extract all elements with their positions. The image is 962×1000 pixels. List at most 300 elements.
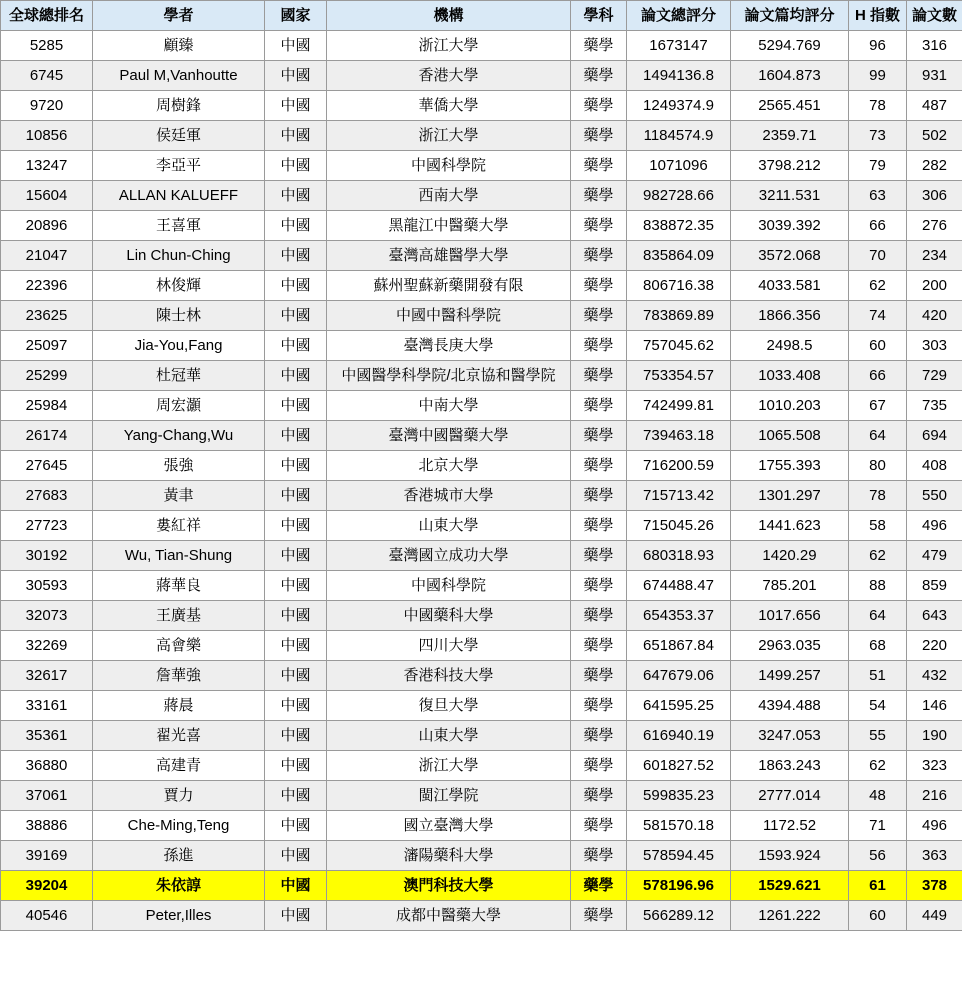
cell-avg_score: 1261.222 (731, 901, 849, 931)
cell-h_index: 88 (849, 571, 907, 601)
cell-institution: 香港科技大學 (327, 661, 571, 691)
table-body (1, 31, 962, 931)
cell-h_index: 70 (849, 241, 907, 271)
cell-rank: 20896 (1, 211, 93, 241)
cell-papers: 432 (907, 661, 962, 691)
cell-total_score: 742499.81 (627, 391, 731, 421)
cell-h_index: 80 (849, 451, 907, 481)
column-header-institution: 機構 (327, 1, 571, 31)
cell-scholar: 蔣晨 (93, 691, 265, 721)
cell-avg_score: 2777.014 (731, 781, 849, 811)
cell-country: 中國 (265, 391, 327, 421)
cell-total_score: 1249374.9 (627, 91, 731, 121)
cell-country: 中國 (265, 211, 327, 241)
cell-field: 藥學 (571, 151, 627, 181)
table-row (1, 841, 962, 871)
cell-h_index: 62 (849, 271, 907, 301)
cell-rank: 26174 (1, 421, 93, 451)
cell-rank: 32617 (1, 661, 93, 691)
table-row (1, 181, 962, 211)
column-header-avg-score: 論文篇均評分 (731, 1, 849, 31)
cell-institution: 中國藥科大學 (327, 601, 571, 631)
cell-papers: 306 (907, 181, 962, 211)
cell-field: 藥學 (571, 31, 627, 61)
cell-scholar: Wu, Tian-Shung (93, 541, 265, 571)
cell-scholar: 高會樂 (93, 631, 265, 661)
cell-papers: 282 (907, 151, 962, 181)
cell-institution: 蘇州聖蘇新藥開發有限 (327, 271, 571, 301)
cell-papers: 276 (907, 211, 962, 241)
cell-country: 中國 (265, 331, 327, 361)
table-row (1, 211, 962, 241)
table-row (1, 151, 962, 181)
cell-avg_score: 1755.393 (731, 451, 849, 481)
cell-rank: 40546 (1, 901, 93, 931)
cell-field: 藥學 (571, 61, 627, 91)
cell-institution: 山東大學 (327, 721, 571, 751)
cell-avg_score: 1529.621 (731, 871, 849, 901)
cell-scholar: 侯廷軍 (93, 121, 265, 151)
cell-field: 藥學 (571, 91, 627, 121)
cell-country: 中國 (265, 541, 327, 571)
column-header-country: 國家 (265, 1, 327, 31)
cell-avg_score: 2565.451 (731, 91, 849, 121)
cell-rank: 5285 (1, 31, 93, 61)
cell-papers: 190 (907, 721, 962, 751)
table-row (1, 511, 962, 541)
cell-country: 中國 (265, 601, 327, 631)
cell-country: 中國 (265, 811, 327, 841)
cell-h_index: 51 (849, 661, 907, 691)
cell-scholar: 翟光喜 (93, 721, 265, 751)
cell-h_index: 66 (849, 211, 907, 241)
cell-field: 藥學 (571, 181, 627, 211)
table-row (1, 331, 962, 361)
table-row (1, 541, 962, 571)
cell-h_index: 60 (849, 901, 907, 931)
cell-papers: 449 (907, 901, 962, 931)
cell-total_score: 716200.59 (627, 451, 731, 481)
cell-total_score: 715713.42 (627, 481, 731, 511)
cell-rank: 27723 (1, 511, 93, 541)
cell-field: 藥學 (571, 301, 627, 331)
cell-h_index: 73 (849, 121, 907, 151)
table-row (1, 901, 962, 931)
cell-country: 中國 (265, 451, 327, 481)
cell-field: 藥學 (571, 481, 627, 511)
cell-total_score: 838872.35 (627, 211, 731, 241)
cell-rank: 36880 (1, 751, 93, 781)
cell-total_score: 1184574.9 (627, 121, 731, 151)
cell-avg_score: 1441.623 (731, 511, 849, 541)
cell-total_score: 715045.26 (627, 511, 731, 541)
cell-h_index: 66 (849, 361, 907, 391)
cell-avg_score: 4394.488 (731, 691, 849, 721)
cell-total_score: 674488.47 (627, 571, 731, 601)
cell-institution: 浙江大學 (327, 751, 571, 781)
table-row (1, 421, 962, 451)
cell-total_score: 1494136.8 (627, 61, 731, 91)
cell-field: 藥學 (571, 571, 627, 601)
cell-institution: 中國中醫科學院 (327, 301, 571, 331)
cell-institution: 四川大學 (327, 631, 571, 661)
cell-institution: 中南大學 (327, 391, 571, 421)
cell-country: 中國 (265, 181, 327, 211)
cell-rank: 13247 (1, 151, 93, 181)
cell-rank: 30192 (1, 541, 93, 571)
cell-papers: 550 (907, 481, 962, 511)
cell-total_score: 753354.57 (627, 361, 731, 391)
cell-rank: 32269 (1, 631, 93, 661)
cell-institution: 瀋陽藥科大學 (327, 841, 571, 871)
cell-institution: 浙江大學 (327, 121, 571, 151)
cell-field: 藥學 (571, 121, 627, 151)
cell-rank: 27683 (1, 481, 93, 511)
cell-h_index: 48 (849, 781, 907, 811)
cell-papers: 378 (907, 871, 962, 901)
cell-papers: 694 (907, 421, 962, 451)
table-row (1, 301, 962, 331)
cell-papers: 200 (907, 271, 962, 301)
cell-field: 藥學 (571, 661, 627, 691)
cell-institution: 黑龍江中醫藥大學 (327, 211, 571, 241)
cell-institution: 山東大學 (327, 511, 571, 541)
table-row (1, 601, 962, 631)
cell-scholar: Yang-Chang,Wu (93, 421, 265, 451)
cell-country: 中國 (265, 691, 327, 721)
cell-field: 藥學 (571, 631, 627, 661)
cell-country: 中國 (265, 571, 327, 601)
cell-papers: 363 (907, 841, 962, 871)
cell-papers: 220 (907, 631, 962, 661)
cell-scholar: Peter,Illes (93, 901, 265, 931)
cell-total_score: 578594.45 (627, 841, 731, 871)
table-row (1, 121, 962, 151)
cell-papers: 303 (907, 331, 962, 361)
cell-total_score: 641595.25 (627, 691, 731, 721)
cell-country: 中國 (265, 481, 327, 511)
cell-institution: 國立臺灣大學 (327, 811, 571, 841)
table-row (1, 361, 962, 391)
cell-scholar: 杜冠華 (93, 361, 265, 391)
cell-country: 中國 (265, 361, 327, 391)
cell-h_index: 55 (849, 721, 907, 751)
cell-avg_score: 4033.581 (731, 271, 849, 301)
table-row (1, 721, 962, 751)
table-row (1, 691, 962, 721)
cell-rank: 25984 (1, 391, 93, 421)
cell-avg_score: 5294.769 (731, 31, 849, 61)
cell-papers: 502 (907, 121, 962, 151)
cell-scholar: 周樹鋒 (93, 91, 265, 121)
column-header-field: 學科 (571, 1, 627, 31)
cell-rank: 39169 (1, 841, 93, 871)
cell-scholar: ALLAN KALUEFF (93, 181, 265, 211)
cell-total_score: 982728.66 (627, 181, 731, 211)
cell-rank: 15604 (1, 181, 93, 211)
cell-scholar: 黃聿 (93, 481, 265, 511)
cell-country: 中國 (265, 631, 327, 661)
cell-scholar: 詹華強 (93, 661, 265, 691)
cell-scholar: 王廣基 (93, 601, 265, 631)
cell-papers: 643 (907, 601, 962, 631)
cell-h_index: 62 (849, 541, 907, 571)
cell-h_index: 56 (849, 841, 907, 871)
cell-institution: 復旦大學 (327, 691, 571, 721)
cell-country: 中國 (265, 871, 327, 901)
cell-scholar: 張強 (93, 451, 265, 481)
cell-total_score: 654353.37 (627, 601, 731, 631)
cell-scholar: 賈力 (93, 781, 265, 811)
cell-institution: 西南大學 (327, 181, 571, 211)
cell-country: 中國 (265, 271, 327, 301)
cell-scholar: 顧臻 (93, 31, 265, 61)
table-row (1, 661, 962, 691)
cell-total_score: 651867.84 (627, 631, 731, 661)
column-header-papers: 論文數 (907, 1, 962, 31)
cell-papers: 420 (907, 301, 962, 331)
cell-h_index: 64 (849, 421, 907, 451)
cell-rank: 27645 (1, 451, 93, 481)
cell-scholar: 周宏灝 (93, 391, 265, 421)
column-header-scholar: 學者 (93, 1, 265, 31)
cell-avg_score: 2498.5 (731, 331, 849, 361)
cell-field: 藥學 (571, 691, 627, 721)
cell-field: 藥學 (571, 361, 627, 391)
cell-country: 中國 (265, 121, 327, 151)
cell-avg_score: 1017.656 (731, 601, 849, 631)
table-row (1, 751, 962, 781)
cell-total_score: 806716.38 (627, 271, 731, 301)
cell-institution: 北京大學 (327, 451, 571, 481)
cell-avg_score: 1593.924 (731, 841, 849, 871)
cell-papers: 216 (907, 781, 962, 811)
cell-total_score: 783869.89 (627, 301, 731, 331)
cell-rank: 9720 (1, 91, 93, 121)
table-row (1, 631, 962, 661)
cell-field: 藥學 (571, 751, 627, 781)
cell-country: 中國 (265, 61, 327, 91)
cell-avg_score: 1172.52 (731, 811, 849, 841)
cell-papers: 234 (907, 241, 962, 271)
cell-rank: 39204 (1, 871, 93, 901)
cell-h_index: 54 (849, 691, 907, 721)
cell-h_index: 99 (849, 61, 907, 91)
cell-scholar: 陳士林 (93, 301, 265, 331)
cell-papers: 146 (907, 691, 962, 721)
cell-avg_score: 3211.531 (731, 181, 849, 211)
cell-country: 中國 (265, 91, 327, 121)
cell-avg_score: 1863.243 (731, 751, 849, 781)
cell-field: 藥學 (571, 841, 627, 871)
cell-h_index: 62 (849, 751, 907, 781)
cell-avg_score: 1420.29 (731, 541, 849, 571)
cell-total_score: 1673147 (627, 31, 731, 61)
cell-rank: 32073 (1, 601, 93, 631)
cell-scholar: 孫進 (93, 841, 265, 871)
cell-country: 中國 (265, 511, 327, 541)
cell-institution: 閩江學院 (327, 781, 571, 811)
cell-scholar: Che-Ming,Teng (93, 811, 265, 841)
table-row (1, 811, 962, 841)
cell-institution: 中國醫學科學院/北京協和醫學院 (327, 361, 571, 391)
cell-scholar: 王喜軍 (93, 211, 265, 241)
cell-h_index: 68 (849, 631, 907, 661)
cell-h_index: 67 (849, 391, 907, 421)
cell-avg_score: 1065.508 (731, 421, 849, 451)
cell-h_index: 79 (849, 151, 907, 181)
cell-h_index: 64 (849, 601, 907, 631)
cell-total_score: 739463.18 (627, 421, 731, 451)
cell-field: 藥學 (571, 211, 627, 241)
cell-total_score: 680318.93 (627, 541, 731, 571)
cell-scholar: 林俊輝 (93, 271, 265, 301)
cell-h_index: 96 (849, 31, 907, 61)
cell-field: 藥學 (571, 721, 627, 751)
cell-institution: 華僑大學 (327, 91, 571, 121)
cell-field: 藥學 (571, 391, 627, 421)
cell-scholar: Lin Chun-Ching (93, 241, 265, 271)
cell-avg_score: 1499.257 (731, 661, 849, 691)
cell-scholar: Paul M,Vanhoutte (93, 61, 265, 91)
cell-country: 中國 (265, 781, 327, 811)
cell-total_score: 578196.96 (627, 871, 731, 901)
cell-total_score: 581570.18 (627, 811, 731, 841)
cell-field: 藥學 (571, 451, 627, 481)
cell-scholar: 朱依諄 (93, 871, 265, 901)
cell-institution: 浙江大學 (327, 31, 571, 61)
cell-h_index: 78 (849, 91, 907, 121)
cell-total_score: 647679.06 (627, 661, 731, 691)
cell-field: 藥學 (571, 331, 627, 361)
cell-h_index: 63 (849, 181, 907, 211)
cell-rank: 33161 (1, 691, 93, 721)
cell-field: 藥學 (571, 901, 627, 931)
cell-avg_score: 1010.203 (731, 391, 849, 421)
cell-field: 藥學 (571, 271, 627, 301)
cell-country: 中國 (265, 751, 327, 781)
cell-rank: 30593 (1, 571, 93, 601)
cell-institution: 中國科學院 (327, 151, 571, 181)
table-row (1, 451, 962, 481)
cell-h_index: 71 (849, 811, 907, 841)
cell-rank: 10856 (1, 121, 93, 151)
cell-scholar: Jia-You,Fang (93, 331, 265, 361)
cell-total_score: 601827.52 (627, 751, 731, 781)
column-header-h-index: H 指數 (849, 1, 907, 31)
cell-avg_score: 1033.408 (731, 361, 849, 391)
cell-rank: 25299 (1, 361, 93, 391)
cell-country: 中國 (265, 151, 327, 181)
table-row (1, 781, 962, 811)
cell-institution: 香港城市大學 (327, 481, 571, 511)
cell-avg_score: 2359.71 (731, 121, 849, 151)
cell-field: 藥學 (571, 871, 627, 901)
header-row (1, 1, 962, 31)
table-row (1, 871, 962, 901)
cell-avg_score: 3572.068 (731, 241, 849, 271)
cell-total_score: 835864.09 (627, 241, 731, 271)
cell-avg_score: 2963.035 (731, 631, 849, 661)
cell-institution: 成都中醫藥大學 (327, 901, 571, 931)
cell-total_score: 616940.19 (627, 721, 731, 751)
cell-country: 中國 (265, 661, 327, 691)
cell-country: 中國 (265, 721, 327, 751)
cell-field: 藥學 (571, 811, 627, 841)
cell-country: 中國 (265, 241, 327, 271)
cell-papers: 859 (907, 571, 962, 601)
cell-avg_score: 3798.212 (731, 151, 849, 181)
cell-field: 藥學 (571, 511, 627, 541)
cell-rank: 22396 (1, 271, 93, 301)
cell-field: 藥學 (571, 541, 627, 571)
cell-institution: 香港大學 (327, 61, 571, 91)
cell-avg_score: 3247.053 (731, 721, 849, 751)
cell-institution: 臺灣國立成功大學 (327, 541, 571, 571)
table-row (1, 241, 962, 271)
cell-scholar: 高建青 (93, 751, 265, 781)
cell-scholar: 李亞平 (93, 151, 265, 181)
table-row (1, 571, 962, 601)
cell-field: 藥學 (571, 601, 627, 631)
cell-country: 中國 (265, 31, 327, 61)
cell-total_score: 566289.12 (627, 901, 731, 931)
cell-rank: 37061 (1, 781, 93, 811)
table-row (1, 91, 962, 121)
cell-country: 中國 (265, 901, 327, 931)
cell-total_score: 1071096 (627, 151, 731, 181)
cell-papers: 729 (907, 361, 962, 391)
column-header-total-score: 論文總評分 (627, 1, 731, 31)
cell-total_score: 757045.62 (627, 331, 731, 361)
cell-country: 中國 (265, 841, 327, 871)
cell-papers: 931 (907, 61, 962, 91)
cell-rank: 38886 (1, 811, 93, 841)
table-row (1, 481, 962, 511)
cell-institution: 臺灣高雄醫學大學 (327, 241, 571, 271)
cell-avg_score: 1866.356 (731, 301, 849, 331)
cell-field: 藥學 (571, 781, 627, 811)
cell-country: 中國 (265, 421, 327, 451)
cell-papers: 479 (907, 541, 962, 571)
table-header (1, 1, 962, 31)
cell-institution: 中國科學院 (327, 571, 571, 601)
cell-papers: 487 (907, 91, 962, 121)
table-row (1, 31, 962, 61)
cell-h_index: 78 (849, 481, 907, 511)
table-row (1, 271, 962, 301)
cell-papers: 323 (907, 751, 962, 781)
cell-scholar: 蔣華良 (93, 571, 265, 601)
cell-avg_score: 1604.873 (731, 61, 849, 91)
cell-institution: 臺灣中國醫藥大學 (327, 421, 571, 451)
cell-rank: 23625 (1, 301, 93, 331)
column-header-rank: 全球總排名 (1, 1, 93, 31)
table-row (1, 61, 962, 91)
cell-rank: 21047 (1, 241, 93, 271)
cell-avg_score: 1301.297 (731, 481, 849, 511)
cell-institution: 澳門科技大學 (327, 871, 571, 901)
cell-rank: 25097 (1, 331, 93, 361)
cell-rank: 35361 (1, 721, 93, 751)
cell-papers: 735 (907, 391, 962, 421)
cell-h_index: 58 (849, 511, 907, 541)
cell-papers: 316 (907, 31, 962, 61)
cell-institution: 臺灣長庚大學 (327, 331, 571, 361)
table-row (1, 391, 962, 421)
cell-papers: 496 (907, 811, 962, 841)
cell-total_score: 599835.23 (627, 781, 731, 811)
